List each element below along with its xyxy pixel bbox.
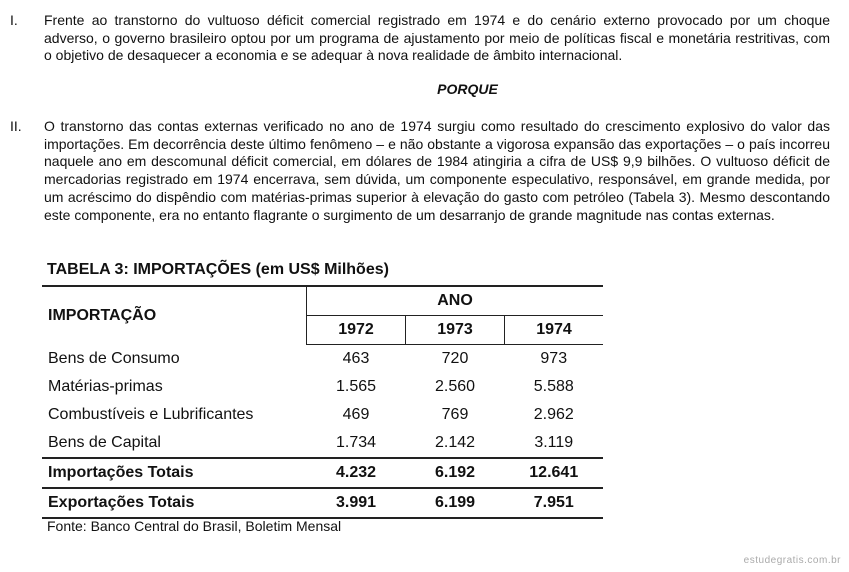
table-row [42, 345, 603, 374]
cell-value: 469 [342, 406, 370, 423]
row-label: Importações Totais [42, 458, 307, 488]
row-label: Matérias-primas [48, 378, 163, 395]
group-header: ANO [307, 286, 604, 316]
cell-value: 6.192 [406, 458, 505, 488]
cell-value: 3.119 [534, 434, 574, 451]
table-title: TABELA 3: IMPORTAÇÕES (em US$ Milhões) [47, 261, 389, 278]
row-label: Combustíveis e Lubrificantes [48, 406, 254, 423]
cell-value: 2.962 [533, 406, 574, 423]
connector-porque: PORQUE [437, 81, 498, 97]
year-header: 1974 [505, 316, 604, 345]
item-numeral-ii: II. [10, 118, 22, 134]
cell-value: 1.734 [335, 434, 377, 451]
cell-value: 3.991 [307, 488, 406, 518]
cell-value: 1.565 [335, 378, 377, 395]
table-row [42, 429, 603, 458]
cell-value: 769 [441, 406, 469, 423]
table-source: Fonte: Banco Central do Brasil, Boletim Mensal [47, 518, 342, 534]
cell-value: 4.232 [307, 458, 406, 488]
row-header: IMPORTAÇÃO [48, 306, 157, 324]
cell-value: 7.951 [505, 488, 604, 518]
table-row [42, 373, 603, 401]
year-header: 1972 [307, 316, 406, 345]
cell-value: 6.199 [406, 488, 505, 518]
total-row [42, 458, 603, 488]
year-header: 1973 [406, 316, 505, 345]
cell-value: 5.588 [533, 378, 574, 395]
imports-table [42, 285, 603, 519]
watermark: estudegratis.com.br [743, 555, 841, 566]
cell-value: 973 [540, 350, 568, 367]
cell-value: 12.641 [505, 458, 604, 488]
table-row [42, 401, 603, 429]
total-row [42, 488, 603, 518]
item-text-i: Frente ao transtorno do vultuoso déficit comercial registrado em 1974 e do cenário externo provocado por um choque adverso, o governo brasileiro optou por um programa de ajustamento por meio de políticas fiscal e monetária restritivas, com o objetivo de desaquecer a economia e se adequar à nova realidade de âmbito internacional. [44, 12, 830, 64]
cell-value: 720 [441, 350, 469, 367]
cell-value: 463 [342, 350, 370, 367]
cell-value: 2.142 [434, 434, 476, 451]
item-numeral-i: I. [10, 12, 18, 28]
row-label: Bens de Capital [48, 434, 161, 451]
row-label: Exportações Totais [42, 488, 307, 518]
cell-value: 2.560 [434, 378, 476, 395]
item-text-ii: O transtorno das contas externas verificado no ano de 1974 surgiu como resultado do crescimento explosivo do valor das importações. Em decorrência deste último fenômeno – e não obstante a vigorosa expansão das exportações – o país incorreu naquele ano em descomunal déficit comercial, em dólares de 1984 atingiria a cifra de US$ 9,9 bilhões. O vultuoso déficit de mercadorias registrado em 1974 encerrava, sem dúvida, um componente especulativo, responsável, em grande medida, por um acréscimo do dispêndio com matérias-primas superior à elevação do gasto com petróleo (Tabela 3). Mesmo descontando este componente, era no entanto flagrante o surgimento de um desarranjo de grande magnitude nas contas externas. [44, 118, 830, 223]
row-label: Bens de Consumo [48, 349, 180, 367]
